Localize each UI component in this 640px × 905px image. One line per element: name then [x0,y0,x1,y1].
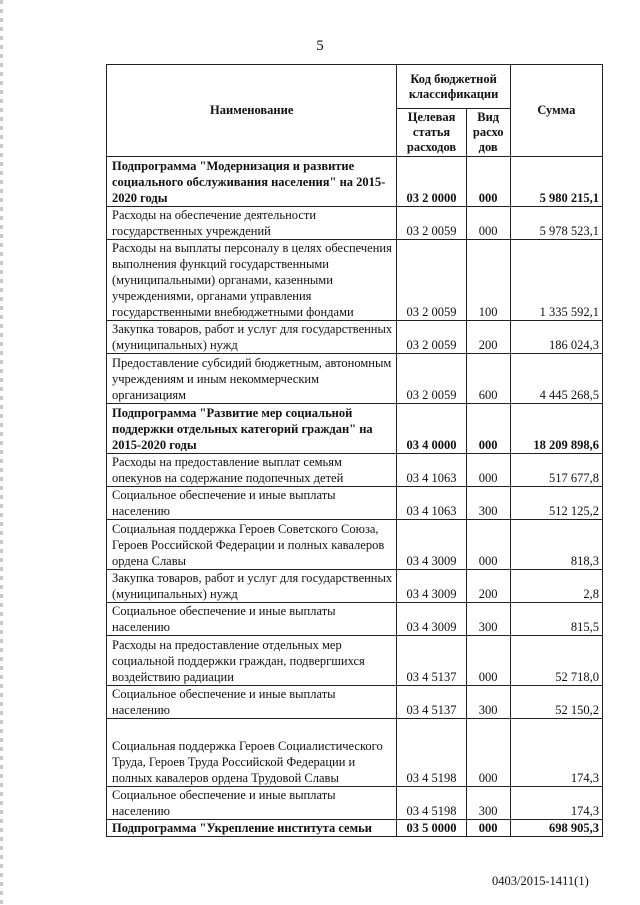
table-body [107,157,603,837]
table-row [107,487,603,520]
row-name: Закупка товаров, работ и услуг для государственных (муниципальных) нужд [107,570,397,603]
row-name: Социальное обеспечение и иные выплаты населению [107,787,397,820]
table-row [107,719,603,787]
row-name: Расходы на предоставление отдельных мер социальной поддержки граждан, подвергшихся воздействию радиации [107,636,397,686]
row-name: Социальное обеспечение и иные выплаты населению [107,686,397,719]
row-type: 000 [466,520,510,570]
row-name: Подпрограмма "Модернизация и развитие социального обслуживания населения" на 2015-2020 годы [107,157,397,207]
row-sum: 18 209 898,6 [510,404,602,454]
row-name: Подпрограмма "Развитие мер социальной поддержки отдельных категорий граждан" на 2015-2020 годы [107,404,397,454]
table-row [107,686,603,719]
row-code: 03 2 0059 [397,207,466,240]
row-type: 000 [466,404,510,454]
row-name: Закупка товаров, работ и услуг для государственных (муниципальных) нужд [107,321,397,354]
row-sum: 52 718,0 [510,636,602,686]
row-name: Подпрограмма "Укрепление института семьи [107,820,397,837]
row-code: 03 4 1063 [397,454,466,487]
row-code: 03 4 3009 [397,570,466,603]
row-name: Расходы на выплаты персоналу в целях обеспечения выполнения функций государственными (муниципальными) органами, казенными учреждениями, органами управления государственными внебюджетными фондами [107,240,397,321]
row-name: Социальное обеспечение и иные выплаты населению [107,487,397,520]
row-sum: 174,3 [510,787,602,820]
row-code: 03 4 0000 [397,404,466,454]
row-code: 03 4 5198 [397,719,466,787]
document-code: 0403/2015-1411(1) [492,874,589,888]
row-code: 03 2 0059 [397,354,466,404]
table-row [107,354,603,404]
table-row [107,636,603,686]
table-row [107,321,603,354]
header-name: Наименование [107,65,397,157]
row-type: 200 [466,321,510,354]
row-type: 000 [466,636,510,686]
table-row [107,240,603,321]
row-name: Социальная поддержка Героев Советского Союза, Героев Российской Федерации и полных кавалеров ордена Славы [107,520,397,570]
table-row [107,603,603,636]
row-type: 000 [466,454,510,487]
row-sum: 517 677,8 [510,454,602,487]
table-row [107,570,603,603]
budget-table [106,64,603,837]
row-name: Социальная поддержка Героев Социалистического Труда, Героев Труда Российской Федерации и полных кавалеров ордена Трудовой Славы [107,719,397,787]
row-code: 03 4 3009 [397,603,466,636]
row-name: Расходы на предоставление выплат семьям опекунов на содержание подопечных детей [107,454,397,487]
row-name: Предоставление субсидий бюджетным, автономным учреждениям и иным некоммерческим организациям [107,354,397,404]
row-name: Социальное обеспечение и иные выплаты населению [107,603,397,636]
table-row [107,520,603,570]
table-row [107,787,603,820]
row-sum: 5 978 523,1 [510,207,602,240]
row-type: 000 [466,207,510,240]
row-code: 03 2 0059 [397,240,466,321]
row-type: 200 [466,570,510,603]
row-code: 03 2 0059 [397,321,466,354]
row-sum: 815,5 [510,603,602,636]
row-type: 300 [466,686,510,719]
subprogram-row [107,157,603,207]
row-type: 300 [466,787,510,820]
row-type: 300 [466,487,510,520]
row-type: 000 [466,820,510,837]
header-target-article: Целевая статья расходов [397,109,466,157]
header-sum: Сумма [510,65,602,157]
row-code: 03 4 1063 [397,487,466,520]
row-name: Расходы на обеспечение деятельности государственных учреждений [107,207,397,240]
header-expense-type: Вид расхо дов [466,109,510,157]
row-code: 03 4 5137 [397,686,466,719]
row-code: 03 4 5137 [397,636,466,686]
header-code-group: Код бюджетной классификации [397,65,510,109]
row-sum: 186 024,3 [510,321,602,354]
scan-edge-marks [0,0,3,905]
row-type: 000 [466,719,510,787]
row-type: 600 [466,354,510,404]
row-code: 03 2 0000 [397,157,466,207]
row-sum: 52 150,2 [510,686,602,719]
table-row [107,207,603,240]
table-row [107,454,603,487]
row-code: 03 4 5198 [397,787,466,820]
row-code: 03 5 0000 [397,820,466,837]
row-sum: 512 125,2 [510,487,602,520]
row-sum: 698 905,3 [510,820,602,837]
row-sum: 818,3 [510,520,602,570]
row-type: 000 [466,157,510,207]
row-sum: 5 980 215,1 [510,157,602,207]
row-type: 300 [466,603,510,636]
row-sum: 2,8 [510,570,602,603]
row-type: 100 [466,240,510,321]
row-sum: 1 335 592,1 [510,240,602,321]
row-sum: 174,3 [510,719,602,787]
page-number: 5 [316,38,324,54]
row-code: 03 4 3009 [397,520,466,570]
table-header [107,65,603,157]
row-sum: 4 445 268,5 [510,354,602,404]
subprogram-row [107,404,603,454]
subprogram-row [107,820,603,837]
